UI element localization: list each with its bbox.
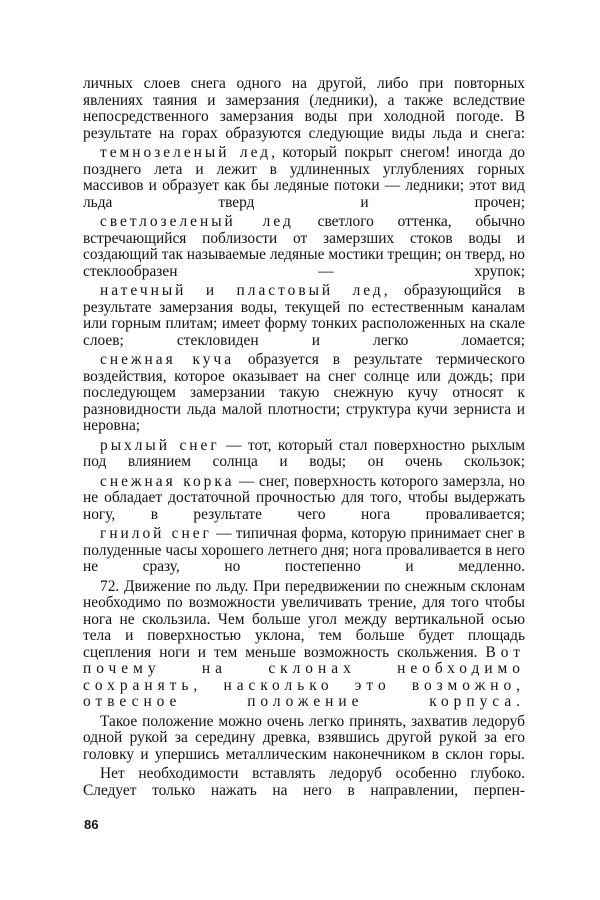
term-light-green-ice: светлозеленый лед: [100, 213, 294, 230]
paragraph-text: — снег, поверхность которого замерзла, но не обладает достаточной прочностью для того, чтобы выдержать ногу, в результате чего нога проваливается;: [83, 472, 525, 523]
paragraph-text: образуется в результате термического воздействия, которое оказывает на снег солнце или дождь; при последующем замерзании такую снежную кучу относят к разновидности льда малой плотности; структура кучи зерниста и неровна;: [83, 351, 525, 434]
paragraph-text: , который покрыт снегом! иногда до позднего лета и лежит в удлиненных углублениях горных массивов и образует как бы ледяные потоки — ледники; этот вид льда тверд и прочен;: [83, 144, 526, 211]
paragraph-text: , образующийся в результате замерзания воды, текущей по естественным каналам или горным плитам; имеет форму тонких расположенных на скале слоев; стекловиден и легко ломается;: [83, 282, 525, 349]
section-72-emphasis: Вот почему на склонах необходимо сохранять, насколько это возможно, отвесное положение корпуса.: [83, 643, 525, 710]
term-dark-green-ice: темнозеленый лед: [100, 144, 272, 161]
paragraph-snow-crust: [83, 474, 525, 524]
term-snow-crust: снежная корка: [100, 472, 235, 490]
paragraph-text: светлого оттенка, обычно встречающийся поблизости от замерзших стоков воды и создающий так называемые ледяные мостики трещин; он тверд, но стеклообразен — хрупок;: [83, 213, 526, 280]
paragraph-text: Такое положение можно очень легко принять, захватив ледоруб одной рукой за середину древка, взявшись другой рукой за его головку и упершись металлическим наконечником в склон горы.: [83, 712, 525, 763]
term-snow-heap: снежная куча: [100, 351, 235, 368]
paragraph-layered-ice: [83, 283, 525, 349]
section-72-text: 72. Движение по льду. При передвижении по снежным склонам необходимо по возможности увеличивать трение, для того чтобы нога не скользила. Чем больше угол между вертикальной осью тела и поверхностью уклона, тем больше будет площадь сцепления ноги и тем меньше возможность скольжения.: [83, 577, 525, 661]
term-layered-ice: натечный и пластовый лед: [100, 282, 384, 299]
paragraph-text: Нет необходимости вставлять ледоруб особенно глубоко. Следует только нажать на него в направлении, перпен-: [83, 765, 525, 799]
paragraph-dark-green-ice: [83, 145, 525, 211]
paragraph-intro: [83, 76, 525, 142]
paragraph-snow-heap: [83, 352, 525, 435]
term-rotten-snow: гнилой снег: [100, 525, 212, 542]
paragraph-text: — тот, который стал поверхностно рыхлым под влиянием солнца и воды; он очень скользок;: [83, 436, 525, 470]
paragraph-ice-axe-position: [83, 714, 525, 764]
body-text: [83, 76, 525, 802]
paragraph-ice-axe-depth: [83, 766, 525, 799]
term-loose-snow: рыхлый снег: [100, 436, 220, 454]
paragraph-text: — типичная форма, которую принимает снег в полуденные часы хорошего летнего дня; нога проваливается в него не сразу, но постепенно и медленно.: [83, 525, 525, 575]
paragraph-rotten-snow: [83, 526, 525, 576]
paragraph-loose-snow: [83, 438, 525, 471]
paragraph-text: личных слоев снега одного на другой, либо при повторных явлениях таяния и замерзания (ледники), а также вследствие непосредственного замерзания воды при холодной погоде. В результате на горах образуются следующие виды льда и снега:: [83, 75, 525, 142]
section-72-movement-on-ice: [83, 579, 525, 711]
page-number: 86: [84, 817, 99, 832]
paragraph-light-green-ice: [83, 214, 525, 280]
